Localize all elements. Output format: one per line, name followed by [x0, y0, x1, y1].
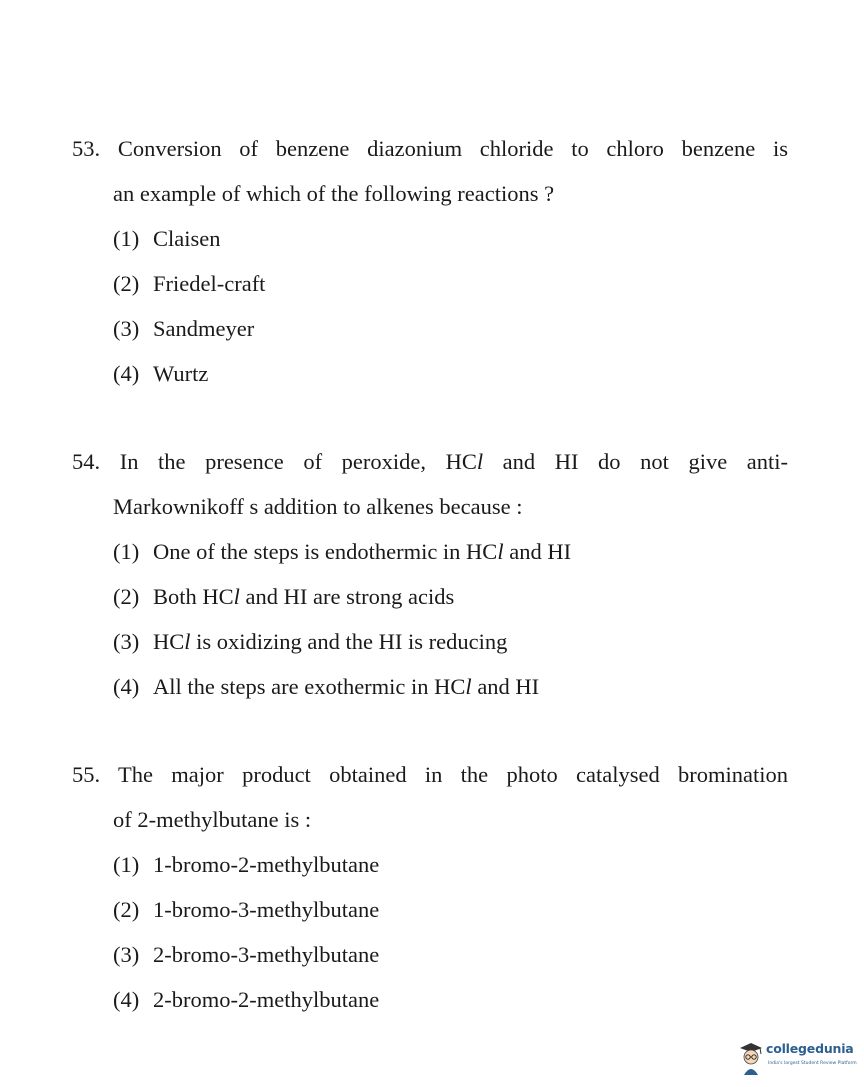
options-list: [72, 529, 788, 709]
student-mascot-icon: [738, 1039, 764, 1077]
option-1: [113, 842, 788, 887]
option-number: (4): [113, 674, 140, 699]
question-number: 53.: [72, 136, 101, 161]
option-number: (3): [113, 942, 140, 967]
collegedunia-logo: [738, 1037, 856, 1081]
question-stem-line-2: an example of which of the following reactions ?: [113, 181, 555, 206]
option-number: (2): [113, 897, 140, 922]
option-text: is oxidizing and the HI is reducing: [190, 629, 508, 654]
question-stem: [72, 126, 788, 216]
question-stem-line-2: of 2-methylbutane is :: [113, 807, 312, 832]
stem-text: The major product obtained in the photo catalysed bromination: [118, 762, 788, 787]
option-text: Claisen: [153, 226, 221, 251]
option-2: [113, 574, 788, 619]
option-4: [113, 977, 788, 1022]
option-text: Both HC: [153, 584, 234, 609]
question-stem-line-2: Markownikoff s addition to alkenes because :: [113, 494, 523, 519]
question-55: [72, 752, 788, 1022]
option-text: 2-bromo-2-methylbutane: [153, 987, 380, 1012]
option-text: All the steps are exothermic in HC: [153, 674, 466, 699]
option-number: (2): [113, 584, 140, 609]
option-number: (3): [113, 629, 140, 654]
option-text: 1-bromo-2-methylbutane: [153, 852, 380, 877]
question-stem-line-1: [72, 752, 788, 797]
option-4: [113, 664, 788, 709]
option-number: (1): [113, 852, 140, 877]
option-number: (1): [113, 539, 140, 564]
logo-wordmark: collegedunia: [766, 1041, 854, 1056]
option-text: Wurtz: [153, 361, 209, 386]
option-3: [113, 932, 788, 977]
option-italic: l: [465, 674, 472, 699]
stem-text: In the presence of peroxide, HC: [119, 449, 477, 474]
option-1: [113, 529, 788, 574]
question-number: 55.: [72, 762, 101, 787]
option-text: and HI: [471, 674, 540, 699]
option-italic: l: [184, 629, 191, 654]
option-number: (4): [113, 361, 140, 386]
option-text: 1-bromo-3-methylbutane: [153, 897, 380, 922]
option-number: (4): [113, 987, 140, 1012]
option-text: and HI: [503, 539, 572, 564]
option-italic: l: [497, 539, 504, 564]
question-54: [72, 439, 788, 709]
logo-tagline: India's largest Student Review Platform: [768, 1061, 857, 1066]
option-3: [113, 619, 788, 664]
option-text: One of the steps is endothermic in HC: [153, 539, 498, 564]
stem-italic: l: [476, 449, 484, 474]
option-text: and HI are strong acids: [239, 584, 455, 609]
option-text: 2-bromo-3-methylbutane: [153, 942, 380, 967]
stem-text: Conversion of benzene diazonium chloride to chloro benzene is: [117, 136, 788, 161]
question-stem: [72, 439, 788, 529]
option-2: [113, 887, 788, 932]
option-4: [113, 351, 788, 396]
option-text: Friedel-craft: [153, 271, 266, 296]
option-1: [113, 216, 788, 261]
option-number: (2): [113, 271, 140, 296]
option-2: [113, 261, 788, 306]
question-stem-line-1: [72, 439, 788, 484]
option-number: (3): [113, 316, 140, 341]
options-list: [72, 216, 788, 396]
option-italic: l: [233, 584, 240, 609]
option-3: [113, 306, 788, 351]
option-text: Sandmeyer: [153, 316, 255, 341]
stem-text: and HI do not give anti-: [483, 449, 788, 474]
question-stem: [72, 752, 788, 842]
question-stem-line-1: [72, 126, 788, 171]
options-list: [72, 842, 788, 1022]
question-53: [72, 126, 788, 396]
question-number: 54.: [72, 449, 101, 474]
option-text: HC: [153, 629, 185, 654]
option-number: (1): [113, 226, 140, 251]
